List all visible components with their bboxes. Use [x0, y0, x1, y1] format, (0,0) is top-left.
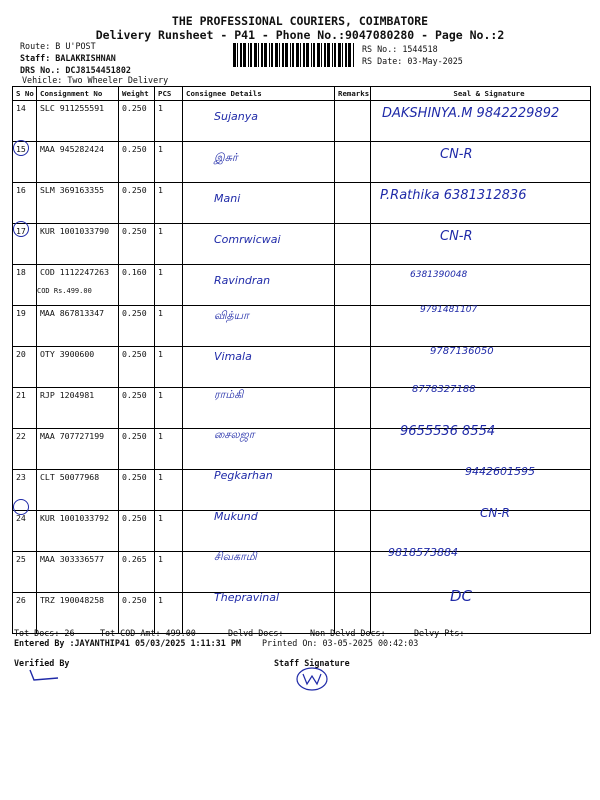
total-docs: Tot Docs: 26	[14, 628, 75, 638]
cell-consignment-no	[37, 511, 119, 552]
cell-sno	[13, 265, 37, 306]
staff-signature-label: Staff Signature	[274, 658, 350, 668]
circle-mark	[13, 221, 29, 237]
consignee-handwriting: இசுர்	[214, 151, 238, 164]
total-cod-amount: Tot COD Amt: 499.00	[100, 628, 196, 638]
cell-remarks	[335, 142, 371, 183]
circle-mark	[13, 140, 29, 156]
drs-number: DRS No.: DCJ8154451802	[20, 65, 131, 75]
cod-amount: COD Rs.499.00	[37, 287, 92, 295]
cell-weight-text: 0.250	[122, 390, 147, 400]
consignee-handwriting: Mukund	[214, 510, 258, 523]
cell-pcs	[155, 470, 183, 511]
cell-pcs-text: 1	[158, 267, 163, 277]
cell-sno-text: 24	[16, 513, 26, 523]
cell-signature	[371, 388, 591, 429]
cell-sno-text: 21	[16, 390, 26, 400]
cell-pcs-text: 1	[158, 431, 163, 441]
signature-handwriting: 8778327188	[412, 384, 476, 395]
cell-pcs	[155, 552, 183, 593]
cell-consignee	[183, 511, 335, 552]
cell-consignment-no-text: KUR 1001033792	[40, 513, 110, 523]
cell-sno-text: 18	[16, 267, 26, 277]
cell-consignment-no-text: OTY 3900600	[40, 349, 95, 359]
cell-consignment-no-text: SLM 369163355	[40, 185, 105, 195]
cell-weight-text: 0.250	[122, 472, 147, 482]
cell-consignment-no-text: SLC 911255591	[40, 103, 105, 113]
table-row	[13, 429, 591, 470]
cell-pcs	[155, 142, 183, 183]
cell-remarks	[335, 470, 371, 511]
company-title: THE PROFESSIONAL COURIERS, COIMBATORE	[171, 14, 429, 28]
cell-pcs-text: 1	[158, 226, 163, 236]
printed-on: Printed On: 03-05-2025 00:42:03	[262, 638, 419, 648]
cell-consignee	[183, 429, 335, 470]
cell-signature	[371, 306, 591, 347]
cell-weight	[119, 101, 155, 142]
delivered-docs: Delvd Docs:	[228, 628, 284, 638]
cell-consignee	[183, 552, 335, 593]
cell-weight	[119, 470, 155, 511]
barcode-image	[232, 43, 356, 67]
cell-sno-text: 23	[16, 472, 26, 482]
consignee-handwriting: சைலஜா	[214, 428, 255, 441]
cell-sno-text: 25	[16, 554, 26, 564]
vehicle-label: Vehicle: Two Wheeler Delivery	[22, 75, 169, 85]
cell-pcs	[155, 224, 183, 265]
cell-pcs-text: 1	[158, 144, 163, 154]
cell-consignee	[183, 347, 335, 388]
signature-handwriting: P.Rathika 6381312836	[380, 188, 527, 203]
cell-sno	[13, 347, 37, 388]
cell-weight	[119, 552, 155, 593]
cell-pcs	[155, 347, 183, 388]
route-label: Route: B U'POST	[20, 41, 96, 51]
cell-consignment-no-text: TRZ 190048258	[40, 595, 105, 605]
cell-weight-text: 0.265	[122, 554, 147, 564]
col-header-remarks: Remarks	[335, 87, 371, 101]
table-row	[13, 142, 591, 183]
cell-signature	[371, 224, 591, 265]
col-header-signature: Seal & Signature	[371, 87, 591, 101]
signature-handwriting: CN-R	[440, 147, 473, 162]
cell-consignment-no	[37, 101, 119, 142]
cell-remarks	[335, 552, 371, 593]
cell-consignee	[183, 142, 335, 183]
cell-sno-text: 26	[16, 595, 26, 605]
cell-sno-text: 20	[16, 349, 26, 359]
consignee-handwriting: Ravindran	[214, 274, 271, 287]
table-row	[13, 265, 591, 306]
signature-handwriting: 6381390048	[410, 270, 468, 280]
consignee-handwriting: ராம்கி	[214, 388, 244, 401]
cell-pcs	[155, 183, 183, 224]
cell-sno	[13, 306, 37, 347]
col-header-consignee: Consignee Details	[183, 87, 335, 101]
cell-consignment-no	[37, 142, 119, 183]
cell-pcs-text: 1	[158, 513, 163, 523]
table-row	[13, 306, 591, 347]
cell-consignment-no-text: COD 1112247263	[40, 267, 110, 277]
cell-sno-text: 17	[16, 226, 26, 236]
entered-by: Entered By :JAYANTHIP41 05/03/2025 1:11:31 PM	[14, 638, 241, 648]
col-header-sno: S No	[13, 87, 37, 101]
cell-signature	[371, 142, 591, 183]
consignee-handwriting: Mani	[214, 192, 241, 205]
signature-handwriting: 9787136050	[430, 346, 494, 357]
table-row	[13, 224, 591, 265]
col-header-consignment: Consignment No	[37, 87, 119, 101]
cell-consignment-no	[37, 347, 119, 388]
verified-by-label: Verified By	[14, 658, 70, 668]
consignee-handwriting: Thepravinal	[214, 591, 280, 604]
signature-handwriting: 9791481107	[420, 305, 478, 315]
signature-handwriting: CN-R	[480, 506, 511, 520]
signature-handwriting: CN-R	[440, 229, 473, 244]
cell-pcs-text: 1	[158, 554, 163, 564]
delivery-points: Delvy Pts:	[414, 628, 465, 638]
cell-remarks	[335, 183, 371, 224]
cell-weight	[119, 224, 155, 265]
signature-handwriting: 9655536 8554	[400, 424, 496, 439]
cell-remarks	[335, 388, 371, 429]
cell-consignment-no	[37, 224, 119, 265]
table-row	[13, 552, 591, 593]
runsheet-table	[12, 86, 591, 634]
cell-remarks	[335, 429, 371, 470]
consignee-handwriting: சிவகாமி	[214, 550, 257, 563]
cell-weight-text: 0.250	[122, 185, 147, 195]
cell-consignment-no-text: MAA 303336577	[40, 554, 105, 564]
cell-weight	[119, 347, 155, 388]
cell-consignment-no	[37, 306, 119, 347]
cell-sno-text: 14	[16, 103, 26, 113]
cell-consignment-no	[37, 552, 119, 593]
signature-handwriting: DAKSHINYA.M 9842229892	[382, 106, 560, 121]
consignee-handwriting: Pegkarhan	[214, 469, 273, 482]
cell-pcs-text: 1	[158, 595, 163, 605]
cell-weight-text: 0.250	[122, 226, 147, 236]
cell-sno-text: 19	[16, 308, 26, 318]
cell-weight-text: 0.250	[122, 103, 147, 113]
cell-consignment-no-text: MAA 867813347	[40, 308, 105, 318]
cell-consignment-no-text: MAA 707727199	[40, 431, 105, 441]
cell-consignee	[183, 388, 335, 429]
cell-signature	[371, 593, 591, 634]
cell-weight	[119, 306, 155, 347]
cell-sno	[13, 429, 37, 470]
cell-remarks	[335, 265, 371, 306]
cell-pcs-text: 1	[158, 349, 163, 359]
col-header-weight: Weight	[119, 87, 155, 101]
cell-weight-text: 0.250	[122, 349, 147, 359]
non-delivered-docs: Non Delvd Docs:	[310, 628, 386, 638]
cell-pcs-text: 1	[158, 308, 163, 318]
rs-number: RS No.: 1544518	[362, 44, 438, 54]
consignee-handwriting: வித்யா	[214, 309, 249, 322]
rs-date: RS Date: 03-May-2025	[362, 56, 463, 66]
cell-signature	[371, 265, 591, 306]
cell-consignee	[183, 306, 335, 347]
cell-weight	[119, 511, 155, 552]
consignee-handwriting: Comrwicwai	[214, 233, 281, 246]
cell-consignment-no-text: KUR 1001033790	[40, 226, 110, 236]
cell-consignee	[183, 101, 335, 142]
signature-handwriting: 9442601595	[465, 465, 535, 478]
consignee-handwriting: Vimala	[214, 350, 252, 363]
cell-sno-text: 22	[16, 431, 26, 441]
cell-pcs	[155, 511, 183, 552]
cell-consignee	[183, 183, 335, 224]
staff-signature-mark	[294, 666, 330, 692]
cell-pcs	[155, 306, 183, 347]
circle-mark	[13, 499, 29, 515]
cell-consignment-no-text: MAA 945282424	[40, 144, 105, 154]
cell-weight	[119, 388, 155, 429]
cell-pcs	[155, 388, 183, 429]
cell-pcs-text: 1	[158, 472, 163, 482]
cell-sno-text: 16	[16, 185, 26, 195]
cell-sno	[13, 388, 37, 429]
cell-sno-text: 15	[16, 144, 26, 154]
cell-pcs	[155, 265, 183, 306]
cell-consignment-no	[37, 388, 119, 429]
cell-pcs	[155, 101, 183, 142]
cell-weight-text: 0.250	[122, 431, 147, 441]
cell-sno	[13, 511, 37, 552]
cell-weight	[119, 183, 155, 224]
verifier-signature-mark	[24, 666, 64, 682]
col-header-pcs: PCS	[155, 87, 183, 101]
cell-sno	[13, 552, 37, 593]
cell-pcs	[155, 429, 183, 470]
cell-weight	[119, 265, 155, 306]
cell-weight-text: 0.250	[122, 595, 147, 605]
cell-remarks	[335, 101, 371, 142]
cell-pcs-text: 1	[158, 185, 163, 195]
cell-remarks	[335, 511, 371, 552]
cell-weight	[119, 142, 155, 183]
cell-pcs-text: 1	[158, 103, 163, 113]
signature-handwriting: DC	[450, 587, 473, 605]
cell-consignment-no-text: RJP 1204981	[40, 390, 95, 400]
cell-sno	[13, 101, 37, 142]
cell-remarks	[335, 224, 371, 265]
cell-weight-text: 0.160	[122, 267, 147, 277]
cell-weight-text: 0.250	[122, 308, 147, 318]
cell-consignment-no	[37, 265, 119, 306]
cell-consignment-no	[37, 183, 119, 224]
runsheet-title: Delivery Runsheet - P41 - Phone No.:9047080280 - Page No.:2	[95, 28, 505, 42]
cell-consignment-no	[37, 429, 119, 470]
cell-remarks	[335, 306, 371, 347]
cell-weight-text: 0.250	[122, 144, 147, 154]
signature-handwriting: 9818573884	[388, 546, 458, 559]
cell-weight	[119, 429, 155, 470]
cell-remarks	[335, 347, 371, 388]
cell-consignment-no-text: CLT 50077968	[40, 472, 100, 482]
cell-consignment-no	[37, 470, 119, 511]
cell-sno	[13, 183, 37, 224]
staff-label: Staff: BALAKRISHNAN	[20, 53, 116, 63]
table-row	[13, 388, 591, 429]
cell-weight-text: 0.250	[122, 513, 147, 523]
table-row	[13, 347, 591, 388]
cell-pcs-text: 1	[158, 390, 163, 400]
consignee-handwriting: Sujanya	[214, 110, 258, 123]
table-header-row	[13, 87, 591, 101]
